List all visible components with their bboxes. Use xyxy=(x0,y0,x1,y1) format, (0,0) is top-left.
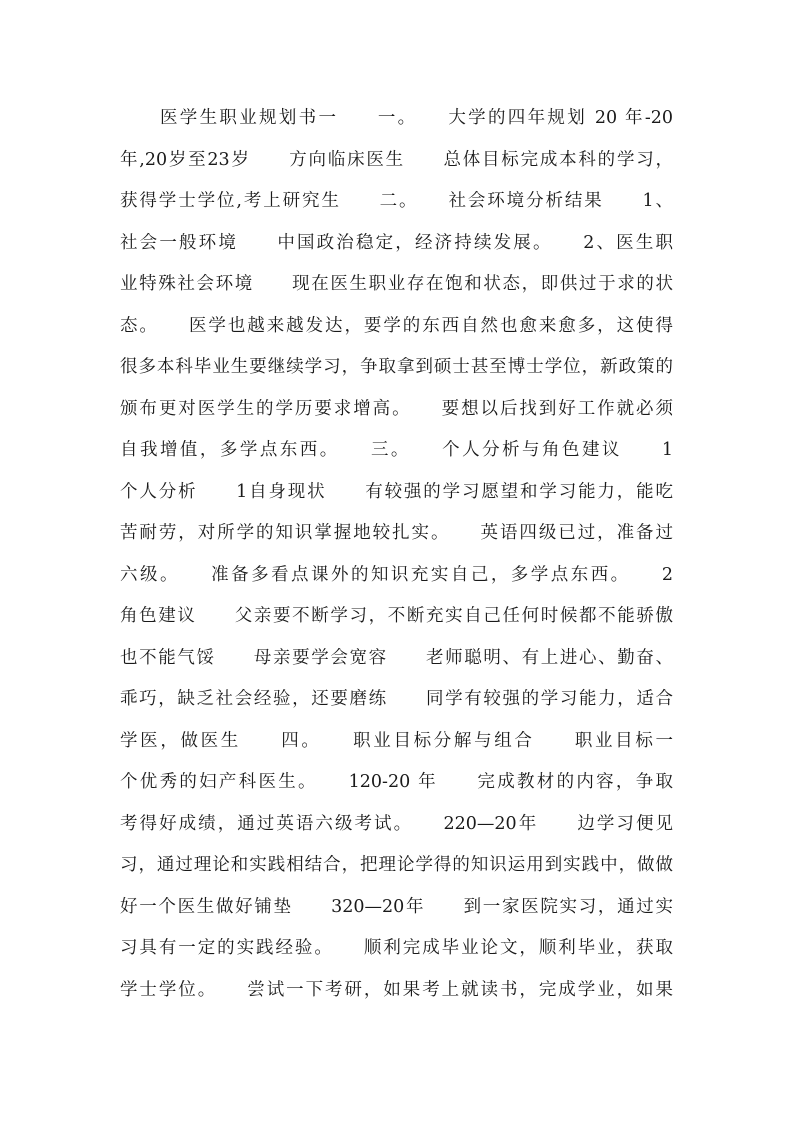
text-line: 六级。 准备多看点课外的知识充实自己，多学点东西。 2 xyxy=(120,564,673,585)
body-text xyxy=(120,98,673,1011)
text-line: 获得学士学位,考上研究生 二。 社会环境分析结果 1、 xyxy=(120,191,673,211)
text-line: 苦耐劳，对所学的知识掌握地较扎实。 英语四级已过，准备过 xyxy=(120,523,673,543)
text-line: 个优秀的妇产科医生。 120-20 年 完成教材的内容，争取 xyxy=(120,772,673,792)
text-line: 乖巧，缺乏社会经验，还要磨练 同学有较强的学习能力，适合 xyxy=(120,689,673,709)
text-line: 角色建议 父亲要不断学习，不断充实自己任何时候都不能骄傲 xyxy=(120,606,673,626)
text-line: 习具有一定的实践经验。 顺利完成毕业论文，顺利毕业，获取 xyxy=(120,938,673,958)
text-line: 颁布更对医学生的学历要求增高。 要想以后找到好工作就必须 xyxy=(120,398,673,419)
text-line: 也不能气馁 母亲要学会宽容 老师聪明、有上进心、勤奋、 xyxy=(120,647,673,668)
text-line: 社会一般环境 中国政治稳定，经济持续发展。 2、医生职 xyxy=(120,232,673,253)
text-line: 习，通过理论和实践相结合，把理论学得的知识运用到实践中，做做 xyxy=(120,855,673,875)
text-line: 年,20岁至23岁 方向临床医生 总体目标完成本科的学习， xyxy=(120,149,673,170)
text-line: 学医，做医生 四。 职业目标分解与组合 职业目标一 xyxy=(120,730,673,751)
text-line: 业特殊社会环境 现在医生职业存在饱和状态，即供过于求的状 xyxy=(120,274,673,294)
text-line: 医学生职业规划书一 一。 大学的四年规划 20 年-20 xyxy=(160,108,673,128)
text-line: 态。 医学也越来越发达，要学的东西自然也愈来愈多，这使得 xyxy=(120,315,673,336)
text-line: 考得好成绩，通过英语六级考试。 220—20年 边学习便见 xyxy=(120,813,673,834)
text-line: 好一个医生做好铺垫 320—20年 到一家医院实习，通过实 xyxy=(120,896,673,917)
text-line: 自我增值，多学点东西。 三。 个人分析与角色建议 1 xyxy=(120,440,673,460)
text-line: 学士学位。 尝试一下考研，如果考上就读书，完成学业，如果 xyxy=(120,979,673,1000)
text-line: 很多本科毕业生要继续学习，争取拿到硕士甚至博士学位，新政策的 xyxy=(120,357,673,377)
text-line: 个人分析 1自身现状 有较强的学习愿望和学习能力，能吃 xyxy=(120,481,673,502)
